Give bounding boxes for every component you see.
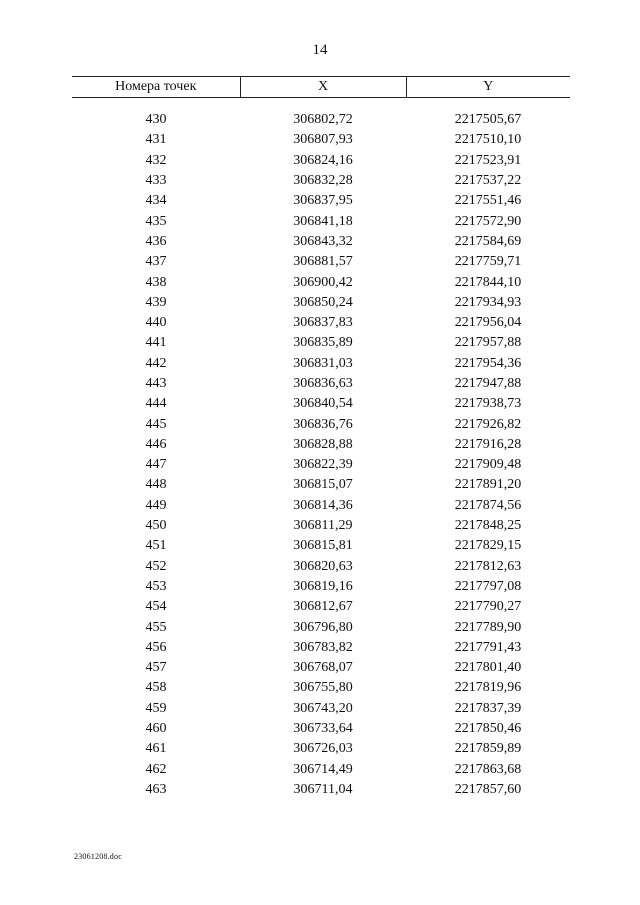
cell-x: 306843,32	[293, 233, 353, 249]
cell-y: 2217505,67	[454, 112, 522, 128]
table-row	[72, 232, 570, 252]
cell-x: 306714,49	[293, 761, 353, 777]
table-row	[72, 617, 570, 637]
cell-point-number: 431	[145, 132, 167, 148]
cell-point-number: 430	[145, 112, 167, 128]
cell-x: 306836,63	[293, 376, 353, 391]
cell-point-number: 441	[145, 335, 167, 351]
cell-point-number: 442	[145, 355, 167, 371]
cell-point-number: 459	[145, 700, 167, 716]
cell-point-number: 440	[145, 315, 167, 331]
cell-y: 2217916,28	[454, 436, 522, 452]
cell-y: 2217523,91	[454, 152, 522, 168]
cell-point-number: 436	[145, 233, 167, 249]
coordinates-table	[72, 76, 570, 800]
cell-x: 306837,95	[293, 193, 353, 209]
cell-x: 306814,36	[293, 497, 353, 513]
cell-x: 306811,29	[293, 518, 353, 534]
cell-x: 306768,07	[293, 660, 353, 676]
cell-point-number: 452	[145, 558, 167, 574]
cell-y: 2217848,25	[454, 518, 522, 534]
table-row	[72, 475, 570, 495]
table-row	[72, 699, 570, 719]
cell-y: 2217819,96	[454, 680, 522, 696]
table-row	[72, 455, 570, 475]
cell-point-number: 435	[145, 213, 167, 229]
cell-x: 306841,18	[293, 213, 353, 229]
cell-y: 2217926,82	[454, 416, 522, 432]
cell-x: 306743,20	[293, 700, 353, 716]
table-body	[72, 98, 570, 801]
cell-x: 306726,03	[293, 741, 353, 757]
table-row	[72, 333, 570, 353]
cell-point-number: 432	[145, 152, 167, 168]
page-number: 14	[312, 42, 328, 58]
cell-y: 2217863,68	[454, 761, 522, 777]
cell-x: 306755,80	[293, 680, 353, 696]
cell-point-number: 463	[145, 781, 167, 797]
cell-point-number: 445	[145, 416, 167, 432]
cell-x: 306783,82	[293, 639, 353, 655]
cell-x: 306835,89	[293, 335, 353, 351]
table-row	[72, 252, 570, 272]
cell-point-number: 458	[145, 680, 167, 696]
cell-point-number: 453	[145, 578, 167, 594]
cell-x: 306815,07	[293, 477, 353, 493]
table-row	[72, 171, 570, 191]
cell-x: 306807,93	[293, 132, 353, 148]
cell-y: 2217934,93	[454, 294, 522, 310]
cell-y: 2217537,22	[454, 173, 522, 189]
cell-x: 306820,63	[293, 558, 353, 574]
header-x: X	[240, 77, 406, 98]
table-row	[72, 516, 570, 536]
cell-x: 306831,03	[293, 355, 353, 371]
table-row	[72, 638, 570, 658]
cell-x: 306815,81	[293, 538, 353, 554]
cell-y: 2217956,04	[454, 315, 522, 331]
cell-y: 2217801,40	[454, 660, 522, 676]
table-row	[72, 536, 570, 556]
table-row	[72, 191, 570, 211]
cell-point-number: 456	[145, 639, 167, 655]
table-row	[72, 678, 570, 698]
cell-x: 306828,88	[293, 436, 353, 452]
cell-y: 2217938,73	[454, 396, 522, 412]
cell-x: 306796,80	[293, 619, 353, 635]
table-row	[72, 597, 570, 617]
cell-point-number: 443	[145, 376, 167, 391]
cell-y: 2217829,15	[454, 538, 522, 554]
cell-y: 2217797,08	[454, 578, 522, 594]
table-row	[72, 719, 570, 739]
cell-x: 306812,67	[293, 599, 353, 615]
cell-x: 306819,16	[293, 578, 353, 594]
table-row	[72, 151, 570, 171]
cell-y: 2217891,20	[454, 477, 522, 493]
table-row	[72, 211, 570, 231]
cell-x: 306836,76	[293, 416, 353, 432]
cell-y: 2217572,90	[454, 213, 522, 229]
cell-x: 306881,57	[293, 254, 353, 270]
cell-point-number: 438	[145, 274, 167, 290]
cell-y: 2217812,63	[454, 558, 522, 574]
cell-y: 2217947,88	[454, 376, 522, 391]
cell-point-number: 449	[145, 497, 167, 513]
cell-x: 306840,54	[293, 396, 353, 412]
cell-x: 306837,83	[293, 315, 353, 331]
cell-y: 2217957,88	[454, 335, 522, 351]
cell-x: 306802,72	[293, 112, 353, 128]
cell-x: 306711,04	[293, 781, 353, 797]
header-y: Y	[406, 77, 570, 98]
table-row	[72, 658, 570, 678]
cell-y: 2217551,46	[454, 193, 522, 209]
cell-y: 2217789,90	[454, 619, 522, 635]
spacer-cell	[72, 98, 570, 111]
cell-y: 2217857,60	[454, 781, 522, 797]
table-row	[72, 130, 570, 150]
cell-y: 2217850,46	[454, 721, 522, 737]
table-row	[72, 435, 570, 455]
table-row	[72, 557, 570, 577]
table-row	[72, 414, 570, 434]
table-row	[72, 394, 570, 414]
table-spacer	[72, 98, 570, 111]
table-row	[72, 739, 570, 759]
table-row	[72, 760, 570, 780]
cell-x: 306900,42	[293, 274, 353, 290]
cell-point-number: 444	[145, 396, 167, 412]
cell-point-number: 454	[145, 599, 167, 615]
cell-point-number: 451	[145, 538, 167, 554]
table-row	[72, 313, 570, 333]
table-row	[72, 780, 570, 800]
cell-point-number: 437	[145, 254, 167, 270]
cell-point-number: 460	[145, 721, 167, 737]
table-row	[72, 293, 570, 313]
cell-point-number: 447	[145, 457, 167, 473]
cell-point-number: 434	[145, 193, 167, 209]
cell-point-number: 446	[145, 436, 167, 452]
cell-y: 2217844,10	[454, 274, 522, 290]
cell-y: 2217874,56	[454, 497, 522, 513]
cell-point-number: 457	[145, 660, 167, 676]
table-row	[72, 354, 570, 374]
header-point-numbers: Номера точек	[72, 77, 240, 98]
cell-point-number: 462	[145, 761, 167, 777]
cell-point-number: 450	[145, 518, 167, 534]
cell-x: 306832,28	[293, 173, 353, 189]
cell-point-number: 455	[145, 619, 167, 635]
cell-y: 2217954,36	[454, 355, 522, 371]
cell-x: 306822,39	[293, 457, 353, 473]
cell-point-number: 433	[145, 173, 167, 189]
table-header	[72, 77, 570, 98]
table-row	[72, 496, 570, 516]
cell-x: 306824,16	[293, 152, 353, 168]
cell-y: 2217859,89	[454, 741, 522, 757]
table-row	[72, 374, 570, 394]
cell-point-number: 448	[145, 477, 167, 493]
cell-y: 2217909,48	[454, 457, 522, 473]
cell-y: 2217791,43	[454, 639, 522, 655]
cell-x: 306850,24	[293, 294, 353, 310]
table-row	[72, 110, 570, 130]
cell-y: 2217790,27	[454, 599, 522, 615]
table-row	[72, 577, 570, 597]
cell-y: 2217584,69	[454, 233, 522, 249]
footer-filename: 23061208.doc	[74, 852, 122, 861]
cell-x: 306733,64	[293, 721, 353, 737]
header-row	[72, 77, 570, 98]
cell-y: 2217510,10	[454, 132, 522, 148]
cell-y: 2217759,71	[454, 254, 522, 270]
cell-point-number: 461	[145, 741, 167, 757]
table-row	[72, 272, 570, 292]
cell-point-number: 439	[145, 294, 167, 310]
cell-y: 2217837,39	[454, 700, 522, 716]
